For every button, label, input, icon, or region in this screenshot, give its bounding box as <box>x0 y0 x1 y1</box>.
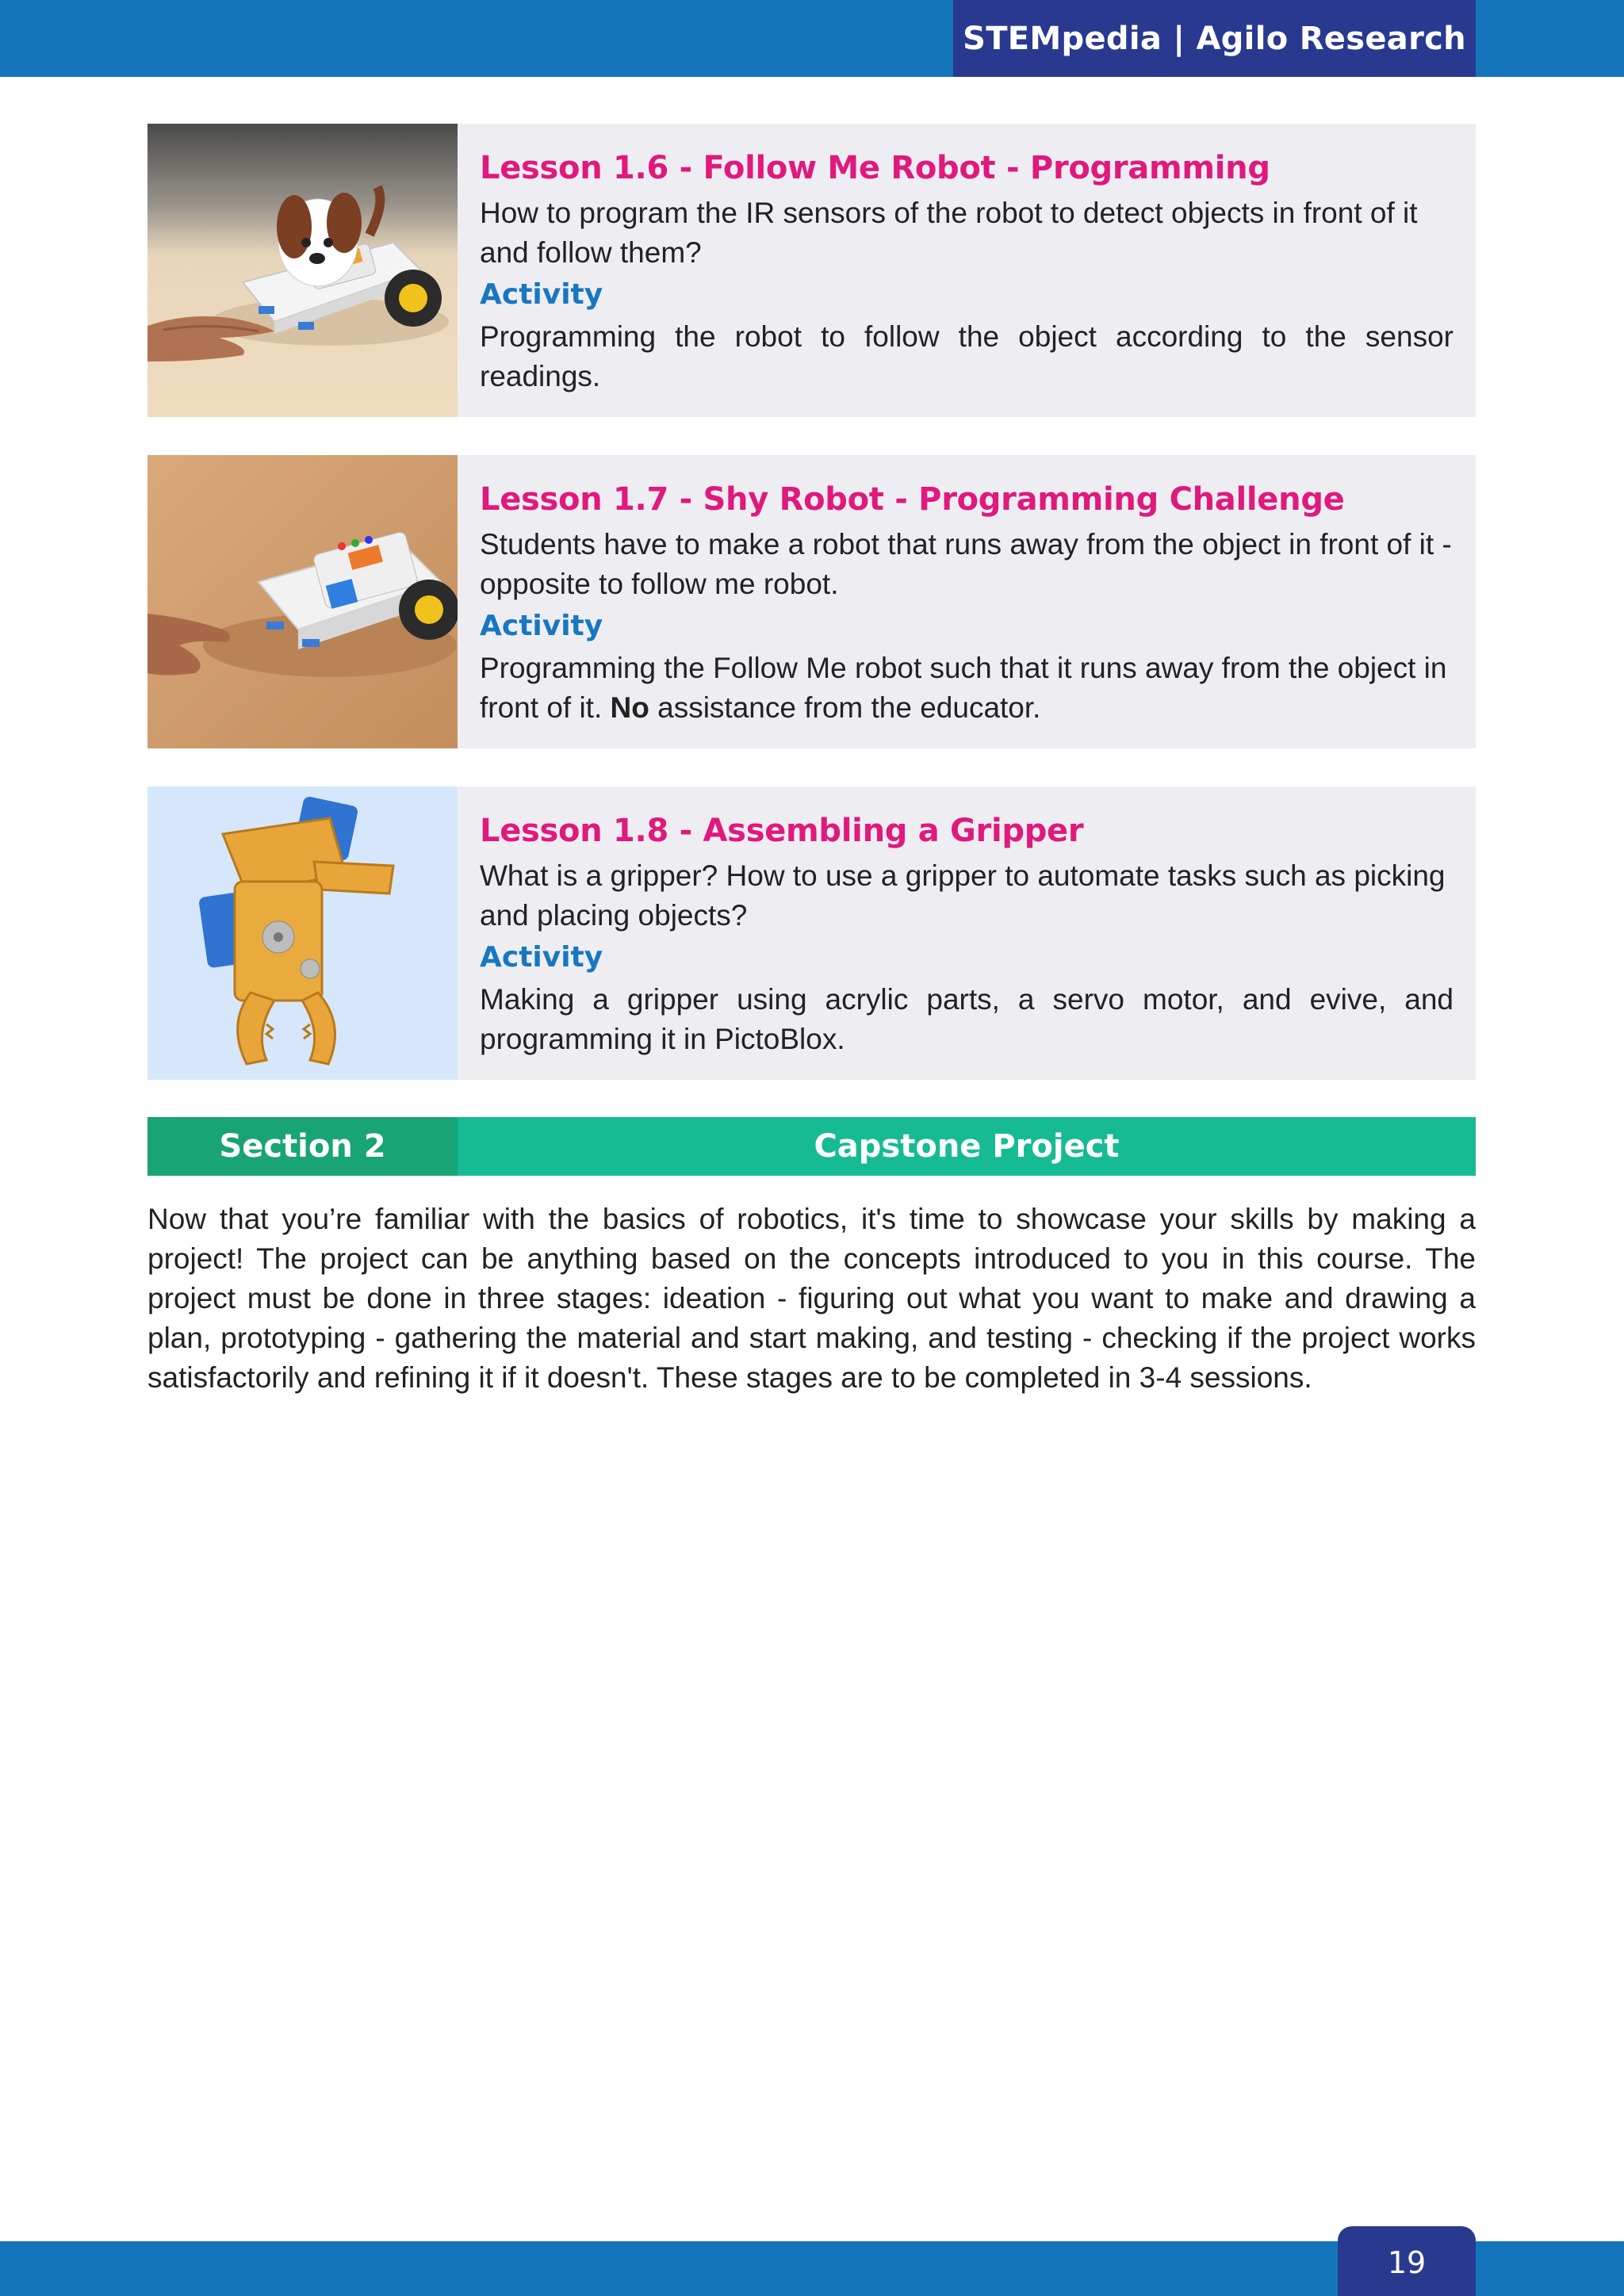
activity-heading: Activity <box>480 278 603 311</box>
brand-label: STEMpedia | Agilo Research <box>953 0 1476 77</box>
lesson-image-follow-me-robot <box>147 124 458 417</box>
lesson-card <box>147 455 1476 748</box>
lesson-card <box>147 124 1476 417</box>
activity-text <box>480 649 1454 728</box>
lesson-description: Students have to make a robot that runs away from the object in front of it - opposite to follow me robot. <box>480 528 1452 600</box>
section-header <box>147 1117 1476 1176</box>
page-number: 19 <box>1338 2226 1476 2296</box>
lesson-body <box>458 124 1476 417</box>
activity-heading: Activity <box>480 941 603 974</box>
lesson-description: How to program the IR sensors of the robot to detect objects in front of it and follow them? <box>480 197 1418 269</box>
lesson-image-shy-robot <box>147 455 458 748</box>
activity-text: Making a gripper using acrylic parts, a servo motor, and evive, and programming it in PictoBlox. <box>480 983 1454 1055</box>
lesson-card <box>147 786 1476 1080</box>
lesson-image-gripper <box>147 786 458 1080</box>
activity-text: Programming the robot to follow the object according to the sensor readings. <box>480 320 1454 392</box>
lesson-title: Lesson 1.7 - Shy Robot - Programming Challenge <box>480 481 1345 518</box>
lesson-description: What is a gripper? How to use a gripper to automate tasks such as picking and placing objects? <box>480 859 1446 932</box>
activity-text-start: Programming the Follow Me robot such that it runs away from the object in front of it. <box>480 652 1447 724</box>
activity-text-end: assistance from the educator. <box>657 691 1041 724</box>
lesson-title: Lesson 1.8 - Assembling a Gripper <box>480 813 1084 849</box>
section-number: Section 2 <box>147 1117 458 1176</box>
lesson-body <box>458 455 1476 748</box>
activity-text-emphasis: No <box>610 691 649 724</box>
section-intro-paragraph: Now that you’re familiar with the basics of robotics, it's time to showcase your skills by making a project! The project can be anything based on the concepts introduced to you in this course. The project must be done in three stages: ideation - figuring out what you want to make and drawing a plan, prototyping - gathering the material and start making, and testing - checking if the project works satisfactorily and refining it if it doesn't. These stages are to be completed in 3-4 sessions. <box>147 1203 1476 1394</box>
activity-heading: Activity <box>480 610 603 642</box>
section-title: Capstone Project <box>458 1117 1476 1176</box>
lesson-body <box>458 786 1476 1080</box>
lesson-title: Lesson 1.6 - Follow Me Robot - Programming <box>480 150 1270 186</box>
